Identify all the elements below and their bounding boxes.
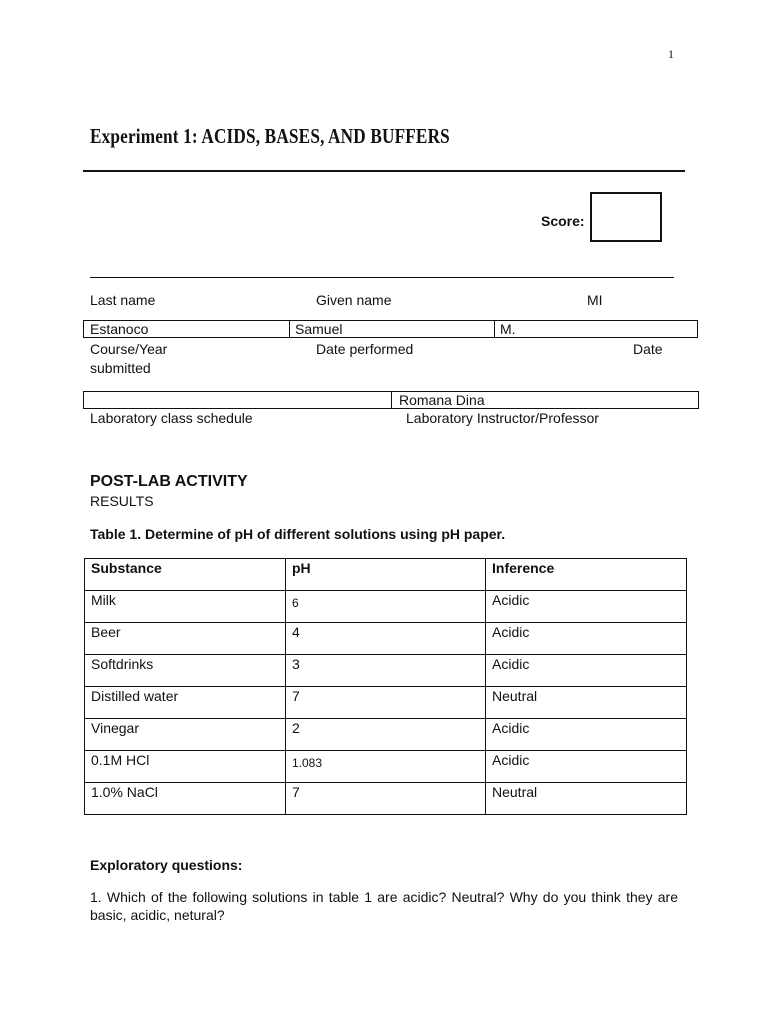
- last-name-value: Estanoco: [90, 321, 149, 337]
- substance-cell: Beer: [85, 623, 286, 655]
- substance-cell: Milk: [85, 591, 286, 623]
- title-rule: [83, 170, 685, 172]
- date-submitted-label: Date: [633, 341, 663, 357]
- schedule-fields-box: [83, 391, 699, 409]
- substance-cell: Softdrinks: [85, 655, 286, 687]
- inference-cell: Acidic: [486, 719, 687, 751]
- page-number: 1: [668, 47, 674, 61]
- score-box: [590, 192, 662, 242]
- substance-cell: Vinegar: [85, 719, 286, 751]
- inference-cell: Neutral: [486, 783, 687, 815]
- mi-label: MI: [587, 292, 603, 308]
- inference-cell: Acidic: [486, 623, 687, 655]
- substance-cell: Distilled water: [85, 687, 286, 719]
- table-header-row: [85, 559, 687, 591]
- section-subtitle: RESULTS: [90, 493, 154, 509]
- score-label: Score:: [541, 213, 585, 229]
- ph-cell: 1.083: [286, 751, 486, 783]
- substance-cell: 1.0% NaCl: [85, 783, 286, 815]
- schedule-label: Laboratory class schedule: [90, 410, 253, 426]
- section-title: POST-LAB ACTIVITY: [90, 473, 248, 490]
- table-row: [85, 751, 687, 783]
- page-title: Experiment 1: ACIDS, BASES, AND BUFFERS: [90, 124, 450, 148]
- inference-cell: Acidic: [486, 591, 687, 623]
- instructor-value: Romana Dina: [399, 392, 485, 408]
- date-submitted-label-cont: submitted: [90, 360, 151, 376]
- table-row: [85, 655, 687, 687]
- table-caption: Table 1. Determine of pH of different solutions using pH paper.: [90, 526, 506, 542]
- name-fields-box: [83, 320, 698, 338]
- table-row: [85, 783, 687, 815]
- course-year-label: Course/Year: [90, 341, 168, 357]
- question-1: 1. Which of the following solutions in table 1 are acidic? Neutral? Why do you think they are basic, acidic, netural?: [90, 889, 678, 923]
- ph-cell: 7: [286, 783, 486, 815]
- inference-cell: Neutral: [486, 687, 687, 719]
- instructor-label: Laboratory Instructor/Professor: [406, 410, 599, 426]
- ph-cell: 7: [286, 687, 486, 719]
- given-name-label: Given name: [316, 292, 392, 308]
- table-row: [85, 687, 687, 719]
- table-row: [85, 623, 687, 655]
- ph-cell: 2: [286, 719, 486, 751]
- mi-value: M.: [500, 321, 516, 337]
- given-name-value: Samuel: [295, 321, 343, 337]
- ph-cell: 6: [286, 591, 486, 623]
- date-performed-label: Date performed: [316, 341, 414, 357]
- ph-cell: 4: [286, 623, 486, 655]
- table-row: [85, 719, 687, 751]
- ph-cell: 3: [286, 655, 486, 687]
- exploratory-title: Exploratory questions:: [90, 857, 243, 873]
- name-rule: [90, 277, 674, 278]
- header-inference: Inference: [486, 559, 687, 591]
- last-name-label: Last name: [90, 292, 156, 308]
- table-row: [85, 591, 687, 623]
- header-ph: pH: [286, 559, 486, 591]
- substance-cell: 0.1M HCl: [85, 751, 286, 783]
- inference-cell: Acidic: [486, 751, 687, 783]
- header-substance: Substance: [85, 559, 286, 591]
- ph-table: [84, 558, 687, 815]
- inference-cell: Acidic: [486, 655, 687, 687]
